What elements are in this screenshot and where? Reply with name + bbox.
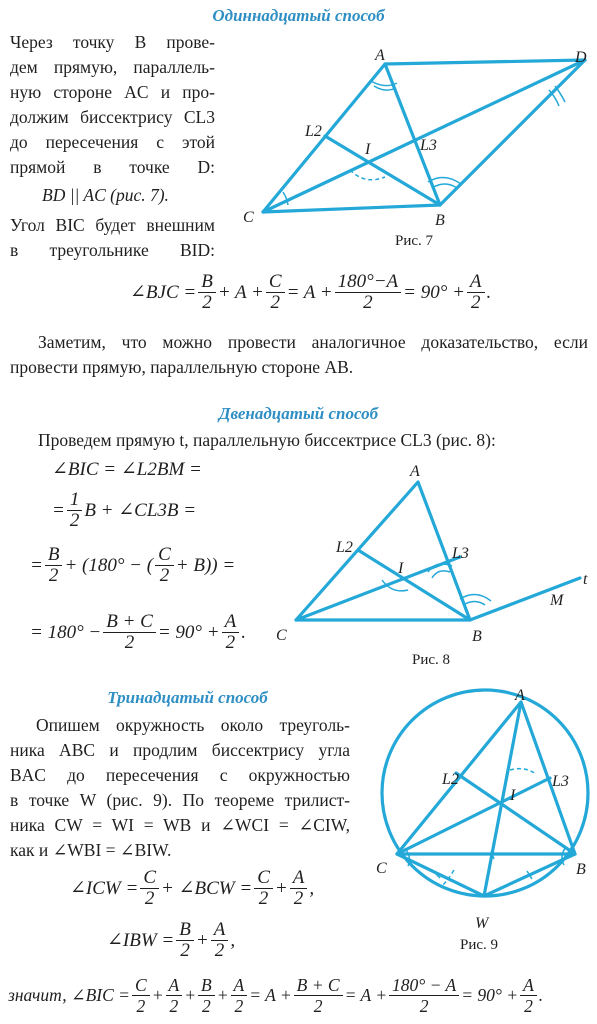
m13-e2-frac-1: $\frac{B}{2}$ xyxy=(176,920,194,961)
m13-final-op-3: + xyxy=(216,985,229,1005)
m12-r4-frac: $\frac{B + C}{2}$ xyxy=(103,612,156,653)
m13-final-op-4: = A + xyxy=(249,985,292,1005)
fig7-caption: Рис. 7 xyxy=(395,233,434,249)
fig7-label-A: A xyxy=(375,47,385,64)
fig9-label-C: C xyxy=(376,860,387,877)
m11-note-1: Заметим, что можно провести аналогичное доказательство, если xyxy=(38,332,588,352)
fig8-label-B: B xyxy=(472,628,482,645)
m13-final-frac-7: $\frac{A}{2}$ xyxy=(520,975,537,1016)
fig9-caption: Рис. 9 xyxy=(460,937,499,953)
m13-final-frac-3: $\frac{B}{2}$ xyxy=(198,975,215,1016)
m11-equation xyxy=(130,272,491,313)
m12-r4-end: . xyxy=(241,621,246,643)
fig9-label-L3: L3 xyxy=(552,773,569,790)
m12-r2-frac: $\frac{1}{2}$ xyxy=(67,490,83,531)
m13-final-lhs: значит, ∠BIC = xyxy=(8,985,130,1005)
m13-final-frac-6: $\frac{180^\circ - A}{2}$ xyxy=(389,975,459,1016)
m13-e1-text-2: + ∠BCW = xyxy=(161,878,253,899)
m12-row-3 xyxy=(30,545,235,586)
fig8-label-A: A xyxy=(410,463,420,480)
fig7-label-C: C xyxy=(243,209,254,226)
m13-e1-text: ∠ICW = xyxy=(70,878,139,899)
fig9-label-A: A xyxy=(515,688,525,704)
figure-7 xyxy=(225,40,597,240)
fig8-caption: Рис. 8 xyxy=(412,652,451,668)
m13-final-op-2: + xyxy=(184,985,197,1005)
m11-note-2: провести прямую, параллельную стороне AB. xyxy=(10,357,354,377)
m11-line-3: ную стороне AC и про- xyxy=(10,82,215,102)
figure-8 xyxy=(270,460,597,645)
m11-eq-lhs: ∠BJC = xyxy=(130,282,197,303)
m12-row-4 xyxy=(30,612,246,653)
m13-final-op-1: + xyxy=(151,985,164,1005)
fig9-label-L2: L2 xyxy=(442,771,459,788)
m11-line-5: до пересечения с этой xyxy=(10,132,215,152)
m13-e2-text: ∠IBW = xyxy=(107,930,175,951)
fig8-label-L2: L2 xyxy=(336,539,353,556)
m13-final-end: . xyxy=(538,985,544,1005)
m12-r3-frac-2: $\frac{C}{2}$ xyxy=(155,545,174,586)
m11-line-8: в треугольнике BID: xyxy=(10,240,215,260)
m11-condition: BD || AC (рис. 7). xyxy=(42,185,169,205)
m13-line-3: BAC до пересечения с окружностью xyxy=(10,765,350,785)
fig7-label-L3: L3 xyxy=(420,137,437,154)
m13-e1-end: , xyxy=(309,877,315,899)
fig8-label-M: M xyxy=(550,592,564,609)
fig9-label-B: B xyxy=(576,861,586,878)
m12-r4-frac-2: $\frac{A}{2}$ xyxy=(222,612,240,653)
fig8-label-I: I xyxy=(398,560,404,577)
section-title-13: Тринадцатый способ xyxy=(107,688,268,707)
section-title-11: Одиннадцатый способ xyxy=(212,6,385,25)
m13-text-block xyxy=(10,713,350,838)
m13-final-op-6: = 90° + xyxy=(461,985,519,1005)
m13-line-1: Опишем окружность около треуголь- xyxy=(36,715,350,735)
fig8-label-C: C xyxy=(276,627,287,644)
m11-line-7: Угол BIC будет внешним xyxy=(10,215,215,235)
m13-final-eq xyxy=(8,975,543,1016)
m12-r4-text-2: = 90° + xyxy=(157,621,220,643)
m12-r1-text: ∠BIC = ∠L2BM = xyxy=(52,459,202,480)
m11-eq-frac-2: $\frac{C}{2}$ xyxy=(266,272,285,313)
m13-line-6: как и ∠WBI = ∠BIW. xyxy=(10,840,172,860)
m13-e1-frac-1: $\frac{C}{2}$ xyxy=(140,868,159,909)
m13-e2-plus: + xyxy=(195,929,209,951)
m12-r2-text: B + ∠CL3B = xyxy=(84,500,197,521)
m12-r4-text: = 180° − xyxy=(30,621,102,643)
m13-e1-frac-3: $\frac{A}{2}$ xyxy=(290,868,308,909)
fig7-label-I: I xyxy=(365,141,371,158)
fig8-label-L3: L3 xyxy=(452,545,469,562)
m12-r3-text-2: + B)) = xyxy=(175,554,236,576)
m11-eq-frac-1: $\frac{B}{2}$ xyxy=(198,272,216,313)
m11-line-4: должим биссектрису CL3 xyxy=(10,107,215,127)
m11-eq-op-3: = 90° + xyxy=(403,281,465,303)
m11-note xyxy=(10,330,588,355)
m12-r3-frac: $\frac{B}{2}$ xyxy=(45,545,63,586)
m11-line-6: прямой в точке D: xyxy=(10,157,215,177)
m11-eq-frac-4: $\frac{A}{2}$ xyxy=(467,272,485,313)
m13-final-op-5: = A + xyxy=(344,985,388,1005)
m12-row-2 xyxy=(52,490,196,531)
m13-final-frac-4: $\frac{A}{2}$ xyxy=(231,975,248,1016)
m13-e2-end: , xyxy=(230,929,236,951)
m13-final-frac-2: $\frac{A}{2}$ xyxy=(166,975,183,1016)
m11-eq-op-2: = A + xyxy=(286,281,333,303)
fig9-label-I: I xyxy=(510,787,516,804)
section-title-12: Двенадцатый способ xyxy=(218,404,379,423)
m13-eq-1 xyxy=(70,868,314,909)
m13-e1-frac-2: $\frac{C}{2}$ xyxy=(254,868,273,909)
m11-eq-end: . xyxy=(486,281,492,303)
m11-text-block xyxy=(10,30,215,180)
figure-9 xyxy=(370,688,597,950)
m13-final-frac-5: $\frac{B + C}{2}$ xyxy=(294,975,343,1016)
m13-eq-2 xyxy=(107,920,235,961)
m11-line-1: Через точку B прове- xyxy=(10,32,215,52)
m11-eq-op-1: + A + xyxy=(217,281,264,303)
m13-line-2: ника ABC и продлим биссектрису угла xyxy=(10,740,350,760)
m11-text-block-2 xyxy=(10,213,215,263)
m12-r3-eq: = xyxy=(30,554,43,576)
m13-line-5: ника CW = WI = WB и ∠WCI = ∠CIW, xyxy=(10,815,350,835)
m12-row-1 xyxy=(52,458,202,481)
fig7-label-B: B xyxy=(435,212,445,229)
m12-r3-text: + (180° − ( xyxy=(64,554,154,576)
m12-intro: Проведем прямую t, параллельную биссектрисе CL3 (рис. 8): xyxy=(38,430,496,450)
m13-line-4: в точке W (рис. 9). По теореме трилист- xyxy=(10,790,350,810)
m13-e1-plus: + xyxy=(274,877,288,899)
m11-eq-frac-3: $\frac{180^\circ-A}{2}$ xyxy=(335,272,402,313)
m12-r2-eq: = xyxy=(52,499,65,521)
fig9-label-W: W xyxy=(475,915,489,932)
m13-final-frac-1: $\frac{C}{2}$ xyxy=(132,975,150,1016)
fig8-label-t: t xyxy=(583,571,588,588)
fig7-label-D: D xyxy=(575,49,587,66)
m11-line-2: дем прямую, параллель- xyxy=(10,57,215,77)
m13-e2-frac-2: $\frac{A}{2}$ xyxy=(211,920,229,961)
fig7-label-L2: L2 xyxy=(305,123,322,140)
